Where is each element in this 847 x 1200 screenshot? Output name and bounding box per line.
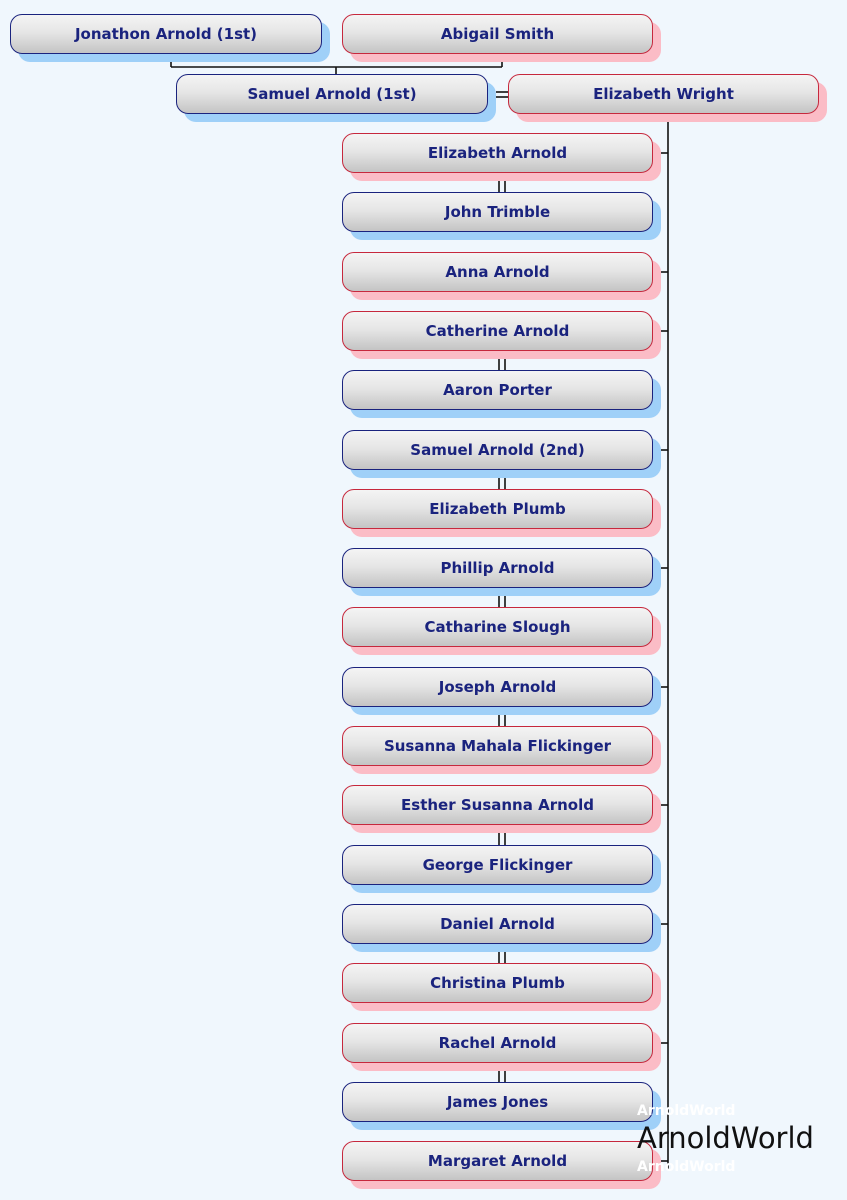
person-samuel-arnold-1st[interactable]: [176, 74, 488, 114]
person-catharine-slough[interactable]: [342, 607, 653, 647]
person-name: Susanna Mahala Flickinger: [383, 737, 612, 755]
person-samuel-arnold-2nd[interactable]: [342, 430, 653, 470]
person-name: Joseph Arnold: [438, 678, 557, 696]
person-name: Daniel Arnold: [440, 915, 555, 933]
person-daniel-arnold[interactable]: [342, 904, 653, 944]
person-name: Catharine Slough: [424, 618, 571, 636]
person-catherine-arnold[interactable]: [342, 311, 653, 351]
person-name: Christina Plumb: [430, 974, 565, 992]
person-elizabeth-wright[interactable]: [508, 74, 819, 114]
person-george-flickinger[interactable]: [342, 845, 653, 885]
person-jonathon-arnold-1st[interactable]: [10, 14, 322, 54]
person-name: Samuel Arnold (1st): [247, 85, 417, 103]
person-name: James Jones: [446, 1093, 549, 1111]
person-name: Catherine Arnold: [425, 322, 570, 340]
person-joseph-arnold[interactable]: [342, 667, 653, 707]
person-name: Margaret Arnold: [427, 1152, 568, 1170]
person-susanna-mahala-flickinger[interactable]: [342, 726, 653, 766]
person-name: Phillip Arnold: [440, 559, 555, 577]
person-name: George Flickinger: [422, 856, 573, 874]
person-name: Abigail Smith: [440, 25, 555, 43]
person-esther-susanna-arnold[interactable]: [342, 785, 653, 825]
person-name: Jonathon Arnold (1st): [74, 25, 258, 43]
person-name: Samuel Arnold (2nd): [410, 441, 585, 459]
person-name: Anna Arnold: [445, 263, 550, 281]
person-anna-arnold[interactable]: [342, 252, 653, 292]
person-rachel-arnold[interactable]: [342, 1023, 653, 1063]
person-phillip-arnold[interactable]: [342, 548, 653, 588]
person-name: Rachel Arnold: [438, 1034, 557, 1052]
watermark-bottom-text: ArnoldWorld: [637, 1159, 736, 1175]
person-james-jones[interactable]: [342, 1082, 653, 1122]
person-elizabeth-plumb[interactable]: [342, 489, 653, 529]
person-elizabeth-arnold[interactable]: [342, 133, 653, 173]
person-name: Elizabeth Arnold: [427, 144, 568, 162]
person-name: Esther Susanna Arnold: [401, 796, 594, 814]
person-christina-plumb[interactable]: [342, 963, 653, 1003]
person-name: Elizabeth Wright: [593, 85, 734, 103]
watermark-top-text: ArnoldWorld: [637, 1103, 736, 1119]
watermark-logo: ArnoldWorld: [637, 1121, 814, 1155]
person-name: John Trimble: [444, 203, 551, 221]
person-john-trimble[interactable]: [342, 192, 653, 232]
person-name: Aaron Porter: [443, 381, 552, 399]
person-aaron-porter[interactable]: [342, 370, 653, 410]
person-margaret-arnold[interactable]: [342, 1141, 653, 1181]
person-abigail-smith[interactable]: [342, 14, 653, 54]
person-name: Elizabeth Plumb: [429, 500, 566, 518]
